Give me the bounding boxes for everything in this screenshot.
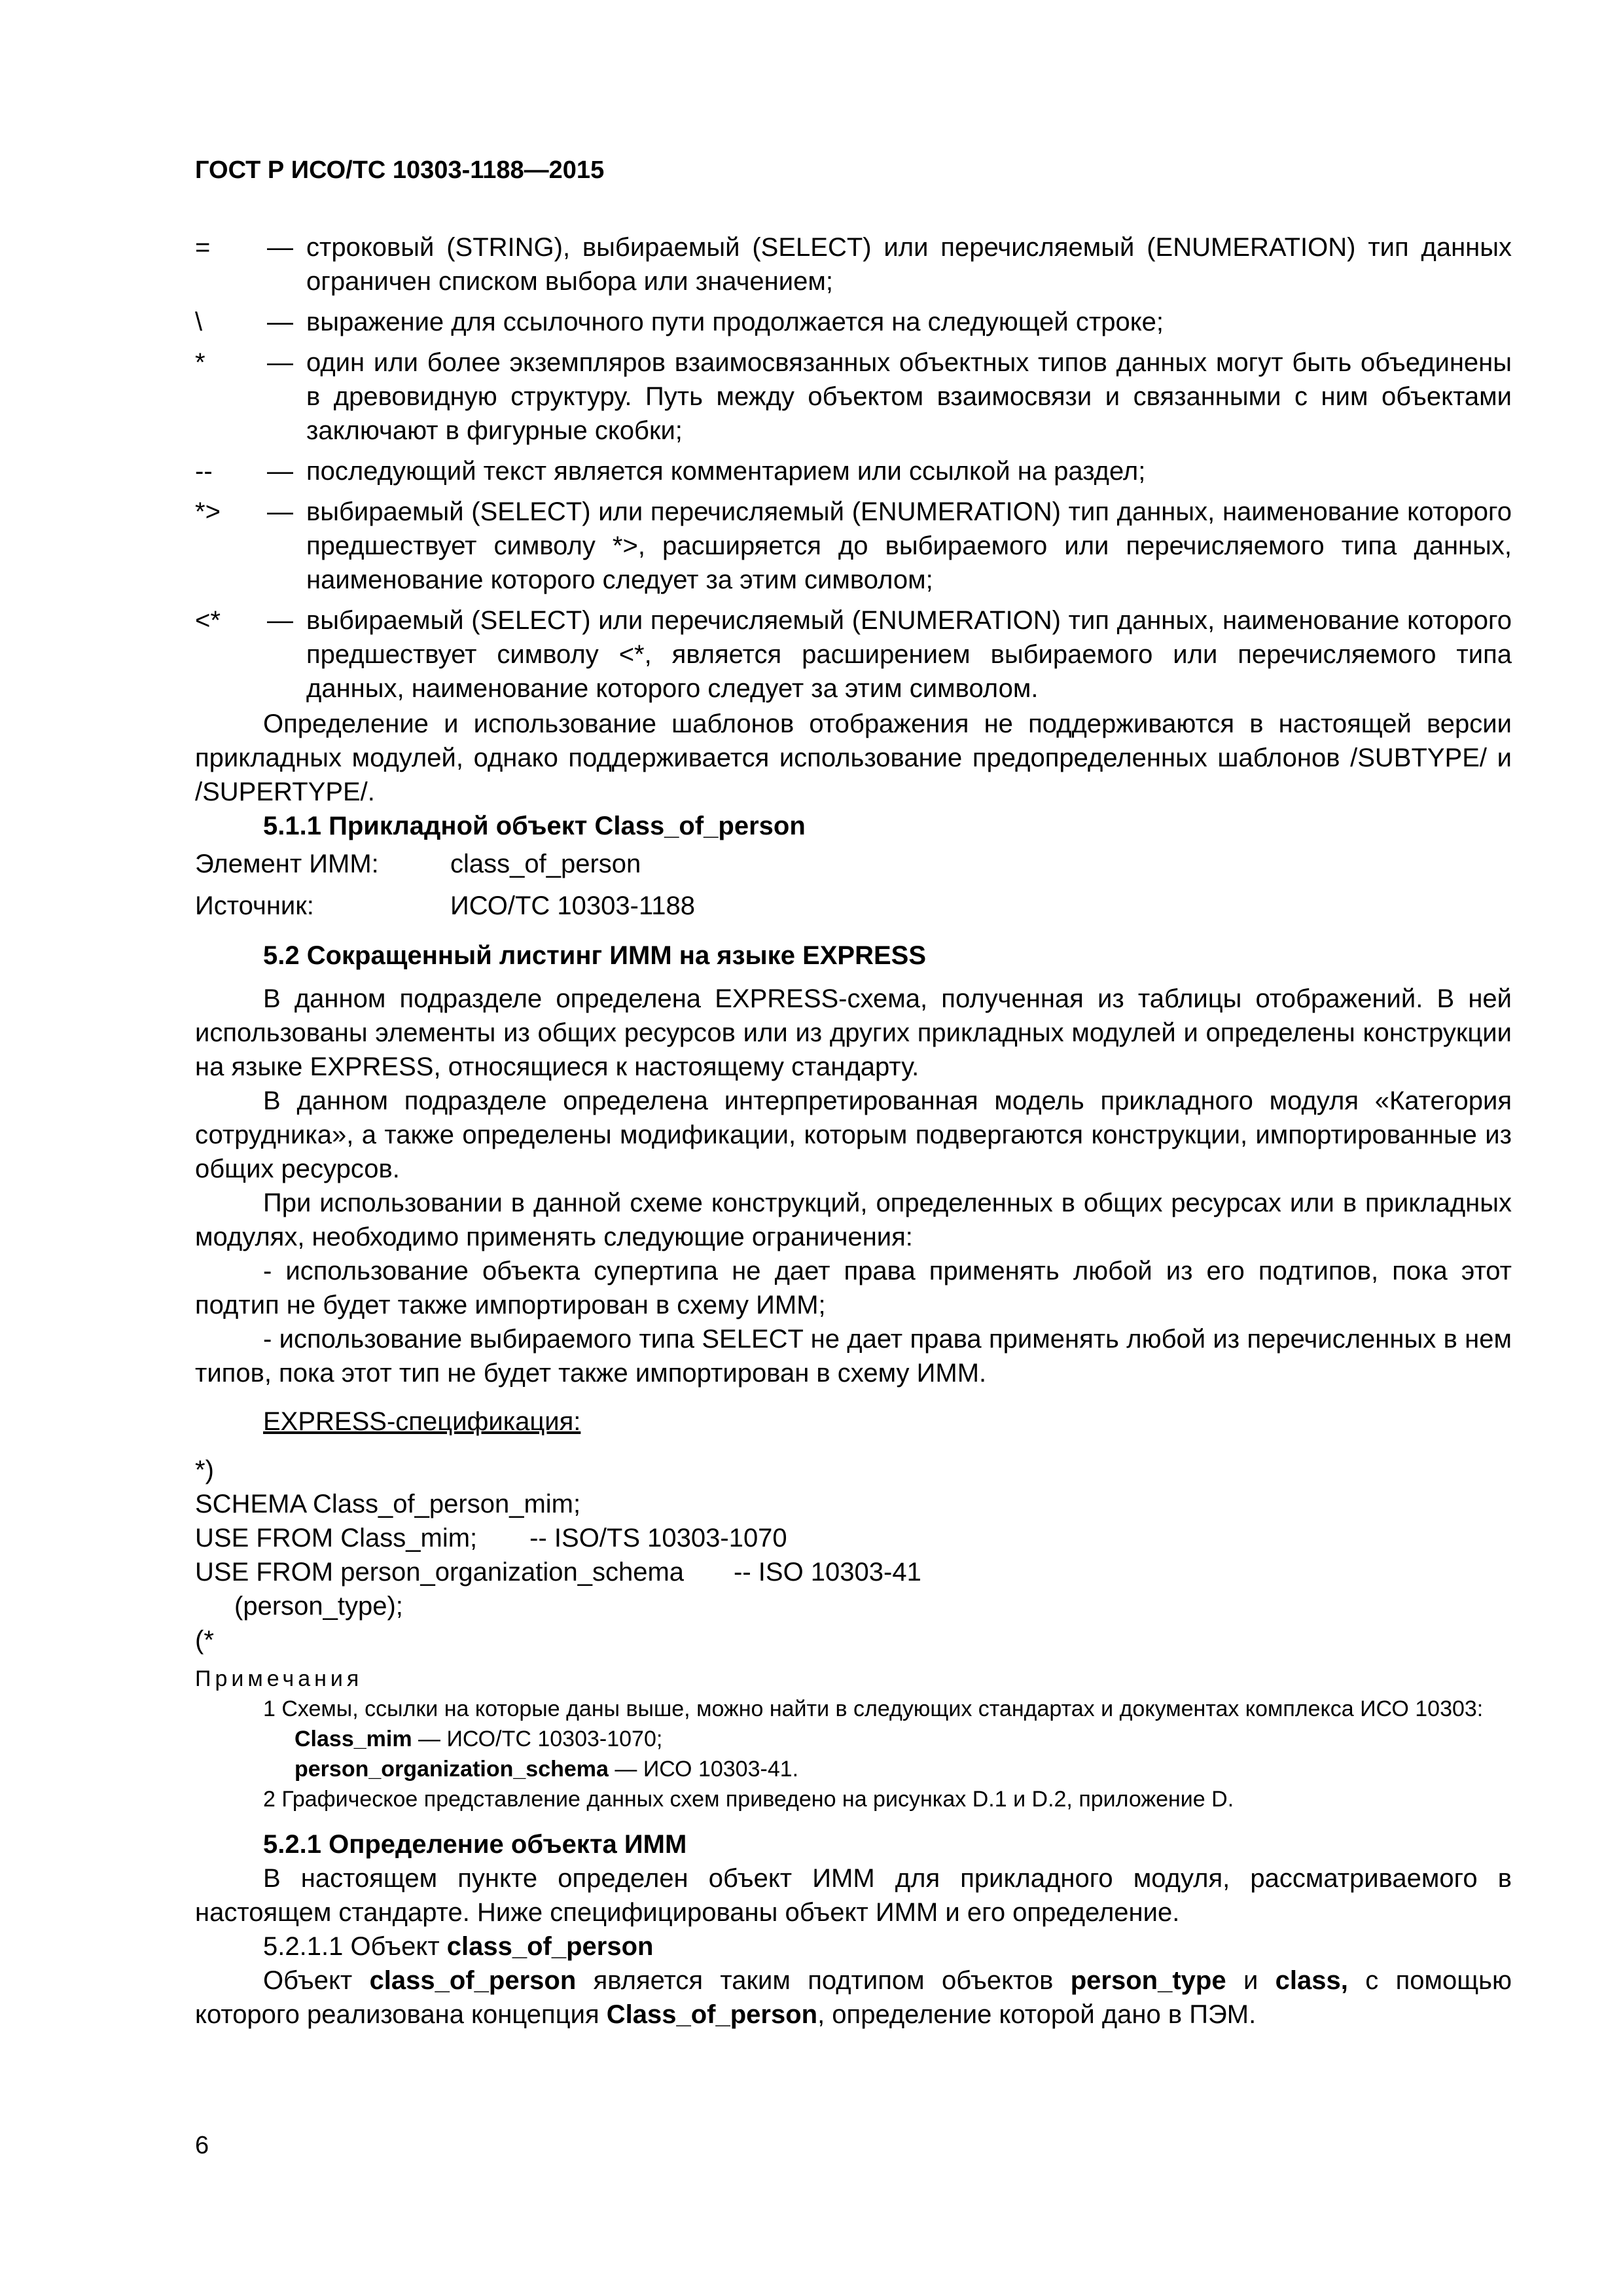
legend-symbol: \ — [195, 308, 203, 336]
symbol-legend — [195, 230, 1512, 712]
express-spec-label: EXPRESS-спецификация: — [263, 1407, 581, 1436]
legend-row — [195, 495, 1512, 597]
note-2: 2 Графическое представление данных схем приведено на рисунках D.1 и D.2, приложение D. — [263, 1787, 1234, 1812]
code-line: (* — [195, 1626, 214, 1655]
source-label: Источник: — [195, 891, 314, 920]
imm-element-value: class_of_person — [450, 850, 641, 878]
document-body — [195, 707, 1512, 2032]
legend-text: выбираемый (SELECT) или перечисляемый (ENUMERATION) тип данных, наименование которого предшествует символу <*, является расширением выбираемого или перечисляемого типа данных, наименование которого следует за этим символом. — [306, 606, 1512, 703]
legend-dash: — — [267, 497, 293, 526]
legend-dash: — — [267, 606, 293, 635]
legend-symbol: * — [195, 348, 205, 377]
legend-row — [195, 603, 1512, 706]
note-ref: person_organization_schema — ИСО 10303-41. — [294, 1757, 799, 1782]
code-line: *) — [195, 1456, 214, 1484]
legend-symbol: *> — [195, 497, 221, 526]
legend-symbol: = — [195, 233, 211, 262]
imm-element-label: Элемент ИММ: — [195, 850, 379, 878]
page-number: 6 — [195, 2132, 209, 2159]
legend-dash: — — [267, 348, 293, 377]
document-header: ГОСТ Р ИСО/ТС 10303-1188—2015 — [195, 156, 605, 184]
imm-element-row — [195, 847, 1512, 881]
legend-text: выбираемый (SELECT) или перечисляемый (ENUMERATION) тип данных, наименование которого предшествует символу *>, расширяется до выбираемого или перечисляемого типа данных, наименование которого следует за этим символом; — [306, 497, 1512, 594]
code-line: USE FROM person_organization_schema -- ISO 10303-41 — [195, 1558, 921, 1587]
paragraph: В данном подразделе определена EXPRESS-схема, полученная из таблицы отображений. В ней использованы элементы из общих ресурсов или из других прикладных модулей и определены конструкции на языке EXPRESS, относящиеся к настоящему стандарту. — [195, 984, 1512, 1081]
legend-row — [195, 454, 1512, 488]
notes-title: Примечания — [195, 1666, 363, 1691]
code-line: (person_type); — [234, 1592, 403, 1621]
legend-text: выражение для ссылочного пути продолжается на следующей строке; — [306, 308, 1164, 336]
paragraph-templates: Определение и использование шаблонов отображения не поддерживаются в настоящей версии прикладных модулей, однако поддерживается использование предопределенных шаблонов /SUBTYPE/ и /SUPERTYPE/. — [195, 709, 1512, 806]
paragraph: - использование выбираемого типа SELECT не дает права применять любой из перечисленных в нем типов, пока этот тип не будет также импортирован в схему ИММ. — [195, 1325, 1512, 1388]
legend-symbol: <* — [195, 606, 221, 635]
legend-dash: — — [267, 308, 293, 336]
legend-text: один или более экземпляров взаимосвязанных объектных типов данных могут быть объединены в древовидную структуру. Путь между объектом взаимосвязи и связанными с ним объектами заключают в фигурные скобки; — [306, 348, 1512, 445]
paragraph: В настоящем пункте определен объект ИММ для прикладного модуля, рассматриваемого в настоящем стандарте. Ниже специфицированы объект ИММ и его определение. — [195, 1864, 1512, 1927]
code-line: USE FROM Class_mim; -- ISO/TS 10303-1070 — [195, 1524, 787, 1552]
paragraph-class-of-person: Объект class_of_person является таким подтипом объектов person_type и class, с помощью которого реализована концепция Class_of_person, определение которой дано в ПЭМ. — [195, 1966, 1512, 2029]
heading-5-2-1-1: 5.2.1.1 Объект class_of_person — [263, 1932, 654, 1961]
legend-text: последующий текст является комментарием или ссылкой на раздел; — [306, 457, 1146, 486]
legend-row — [195, 346, 1512, 448]
note-ref: Class_mim — ИСО/ТС 10303-1070; — [294, 1727, 663, 1751]
legend-text: строковый (STRING), выбираемый (SELECT) или перечисляемый (ENUMERATION) тип данных ограничен списком выбора или значением; — [306, 233, 1512, 296]
legend-row — [195, 305, 1512, 339]
legend-dash: — — [267, 233, 293, 262]
source-row — [195, 889, 1512, 923]
heading-5-2-1: 5.2.1 Определение объекта ИММ — [263, 1830, 687, 1859]
legend-row — [195, 230, 1512, 298]
legend-symbol: -- — [195, 457, 213, 486]
paragraph: В данном подразделе определена интерпретированная модель прикладного модуля «Категория сотрудника», а также определены модификации, которым подвергаются конструкции, импортированные из общих ресурсов. — [195, 1086, 1512, 1183]
notes-block — [195, 1664, 1512, 1814]
legend-dash: — — [267, 457, 293, 486]
source-value: ИСО/ТС 10303-1188 — [450, 891, 695, 920]
heading-5-1-1: 5.1.1 Прикладной объект Class_of_person — [263, 812, 806, 840]
express-code-block — [195, 1453, 1512, 1657]
note-1: 1 Схемы, ссылки на которые даны выше, можно найти в следующих стандартах и документах комплекса ИСО 10303: — [263, 1696, 1484, 1721]
code-line: SCHEMA Class_of_person_mim; — [195, 1490, 581, 1518]
paragraph: При использовании в данной схеме конструкций, определенных в общих ресурсах или в прикладных модулях, необходимо применять следующие ограничения: — [195, 1189, 1512, 1251]
heading-5-2: 5.2 Сокращенный листинг ИММ на языке EXPRESS — [263, 941, 927, 970]
paragraph: - использование объекта супертипа не дает права применять любой из его подтипов, пока этот подтип не будет также импортирован в схему ИММ; — [195, 1257, 1512, 1319]
